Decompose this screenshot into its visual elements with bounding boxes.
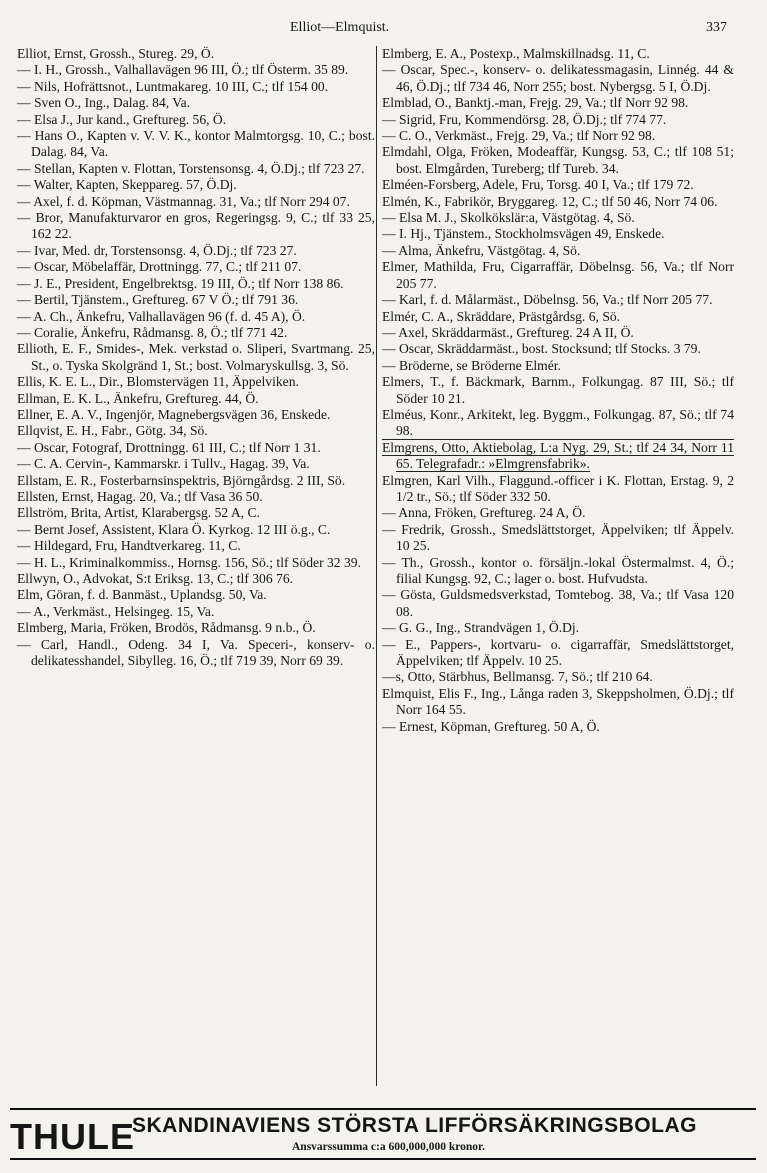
advert-sum: Ansvarssumma c:a 600,000,000 kronor.	[292, 1141, 485, 1153]
directory-entry: — Th., Grossh., kontor o. försäljn.-lokal Östermalmst. 4, Ö.; filial Kungsg. 92, C.; lager o. bost. Hufvudsta.	[382, 554, 734, 586]
directory-entry: — Hildegard, Fru, Handtverkareg. 11, C.	[17, 538, 241, 554]
directory-entry: — Ernest, Köpman, Greftureg. 50 A, Ö.	[382, 718, 600, 734]
directory-entry: — Axel, f. d. Köpman, Västmannag. 31, Va.; tlf Norr 294 07.	[17, 193, 350, 209]
directory-entry: — Sven O., Ing., Dalag. 84, Va.	[17, 95, 191, 111]
directory-entry: — I. Hj., Tjänstem., Stockholmsvägen 49, Enskede.	[382, 226, 665, 242]
directory-entry: Elmér, C. A., Skräddare, Prästgårdsg. 6, Sö.	[382, 308, 621, 324]
directory-entry: Ellqvist, E. H., Fabr., Götg. 34, Sö.	[17, 423, 208, 439]
directory-entry: — Gösta, Guldsmedsverkstad, Tomtebog. 38, Va.; tlf Vasa 120 08.	[382, 587, 734, 619]
directory-entry: — Oscar, Möbelaffär, Drottningg. 77, C.; tlf 211 07.	[17, 259, 302, 275]
advert-top-rule	[10, 1108, 756, 1110]
directory-entry: — C. O., Verkmäst., Frejg. 29, Va.; tlf Norr 92 98.	[382, 128, 656, 144]
directory-entry: — A. Ch., Änkefru, Valhallavägen 96 (f. d. 45 A), Ö.	[17, 308, 306, 324]
directory-entry: Elliot, Ernst, Grossh., Stureg. 29, Ö.	[17, 46, 215, 61]
directory-entry: — I. H., Grossh., Valhallavägen 96 III, Ö.; tlf Österm. 35 89.	[17, 62, 349, 78]
directory-entry: — C. A. Cervin-, Kammarskr. i Tullv., Hagag. 39, Va.	[17, 456, 310, 472]
directory-entry: — Coralie, Änkefru, Rådmansg. 8, Ö.; tlf 771 42.	[17, 324, 288, 340]
directory-entry: — E., Pappers-, kortvaru- o. cigarraffär, Smedslättstorget, Äppelviken; tlf Äppelv. 10 25.	[382, 636, 734, 669]
directory-entry: Elmén, K., Fabrikör, Bryggareg. 12, C.; tlf 50 46, Norr 74 06.	[382, 193, 718, 209]
directory-entry: — Anna, Fröken, Greftureg. 24 A, Ö.	[382, 505, 586, 521]
directory-entry: Ellis, K. E. L., Dir., Blomstervägen 11, Äppelviken.	[17, 374, 299, 390]
directory-entry: Ellström, Brita, Artist, Klarabergsg. 52 A, C.	[17, 505, 260, 521]
directory-entry: — Axel, Skräddarmäst., Greftureg. 24 A II, Ö.	[382, 324, 634, 340]
directory-entry: Elmers, T., f. Bäckmark, Barnm., Folkungag. 87 III, Sö.; tlf Söder 10 21.	[382, 374, 734, 406]
directory-entry: — Elsa J., Jur kand., Greftureg. 56, Ö.	[17, 111, 227, 127]
column-divider	[376, 46, 377, 1086]
directory-entry: — Stellan, Kapten v. Flottan, Torstensonsg. 4, Ö.Dj.; tlf 723 27.	[17, 160, 365, 176]
directory-entry: — Oscar, Fotograf, Drottningg. 61 III, C.; tlf Norr 1 31.	[17, 439, 321, 455]
directory-entry: — Bror, Manufakturvaror en gros, Regeringsg. 9, C.; tlf 33 25, 162 22.	[17, 210, 375, 242]
directory-entry: — A., Verkmäst., Helsingeg. 15, Va.	[17, 603, 215, 619]
directory-entry: — Bröderne, se Bröderne Elmér.	[382, 357, 561, 373]
directory-entry: Elmer, Mathilda, Fru, Cigarraffär, Döbelnsg. 56, Va.; tlf Norr 205 77.	[382, 259, 734, 291]
directory-entry: — Ivar, Med. dr, Torstensonsg. 4, Ö.Dj.; tlf 723 27.	[17, 242, 297, 258]
directory-entry: Ellsten, Ernst, Hagag. 20, Va.; tlf Vasa 36 50.	[17, 488, 263, 504]
directory-entry: — Bertil, Tjänstem., Greftureg. 67 V Ö.; tlf 791 36.	[17, 292, 299, 308]
directory-entry: Elmgren, Karl Vilh., Flaggund.-officer i K. Flottan, Erstag. 9, 2 1/2 tr., Sö.; tlf Söder 332 50.	[382, 472, 734, 504]
directory-entry: Elmquist, Elis F., Ing., Långa raden 3, Skeppsholmen, Ö.Dj.; tlf Norr 164 55.	[382, 685, 734, 718]
directory-entry: Ellman, E. K. L., Änkefru, Greftureg. 44, Ö.	[17, 390, 259, 406]
directory-entry: Elm, Göran, f. d. Banmäst., Uplandsg. 50, Va.	[17, 587, 267, 603]
directory-entry: Elmberg, Maria, Fröken, Brodös, Rådmansg. 9 n.b., Ö.	[17, 620, 316, 636]
directory-entry: — Walter, Kapten, Skeppareg. 57, Ö.Dj.	[17, 177, 237, 193]
page-number: 337	[706, 20, 727, 35]
directory-entry: Elméen-Forsberg, Adele, Fru, Torsg. 40 I, Va.; tlf 179 72.	[382, 177, 694, 193]
directory-entry: — H. L., Kriminalkommiss., Hornsg. 156, Sö.; tlf Söder 32 39.	[17, 554, 361, 570]
directory-entry: —s, Otto, Stärbhus, Bellmansg. 7, Sö.; tlf 210 64.	[382, 669, 653, 685]
directory-entry: — Oscar, Spec.-, konserv- o. delikatessmagasin, Linnég. 44 & 46, Ö.Dj.; tlf 734 46, Norr 255; bost. Nybergsg. 5 I, Ö.Dj.	[382, 62, 734, 94]
boxed-entry-text: Elmgrens, Otto, Aktiebolag, L:a Nyg. 29, St.; tlf 24 34, Norr 11 65. Telegrafadr.: »Elmgrensfabrik».	[382, 439, 734, 472]
directory-entry-boxed	[382, 440, 734, 473]
page-title: Elliot—Elmquist.	[290, 20, 390, 35]
directory-entry: Ellioth, E. F., Smides-, Mek. verkstad o. Sliperi, Svartmang. 25, St., o. Tyska Skolgränd 1, St.; bost. Volmaryskullsg. 3, Sö.	[17, 341, 375, 373]
directory-entry: — Bernt Josef, Assistent, Klara Ö. Kyrkog. 12 III ö.g., C.	[17, 521, 331, 537]
right-column	[382, 46, 734, 735]
insurance-advert	[10, 1108, 756, 1162]
directory-entry: Ellwyn, O., Advokat, S:t Eriksg. 13, C.; tlf 306 76.	[17, 571, 294, 586]
directory-entry: Ellner, E. A. V., Ingenjör, Magnebergsvägen 36, Enskede.	[17, 406, 331, 422]
directory-entry: Ellstam, E. R., Fosterbarnsinspektris, Björngårdsg. 2 III, Sö.	[17, 472, 346, 488]
directory-entry: — Fredrik, Grossh., Smedslättstorget, Äppelviken; tlf Äppelv. 10 25.	[382, 521, 734, 554]
advert-slogan: SKANDINAVIENS STÖRSTA LIFFÖRSÄKRINGSBOLAG	[132, 1114, 697, 1137]
directory-entry: — Nils, Hofrättsnot., Luntmakareg. 10 III, C.; tlf 154 00.	[17, 78, 329, 94]
directory-entry: Elmdahl, Olga, Fröken, Modeaffär, Kungsg. 53, C.; tlf 108 51; bost. Elmgården, Tureberg; tlf Tureb. 34.	[382, 144, 734, 176]
directory-entry: — Oscar, Skräddarmäst., bost. Stocksund; tlf Stocks. 3 79.	[382, 341, 701, 357]
directory-entry: — Elsa M. J., Skolkökslär:a, Västgötag. 4, Sö.	[382, 210, 635, 226]
directory-entry: — Alma, Änkefru, Västgötag. 4, Sö.	[382, 242, 581, 258]
advert-brand: THULE	[10, 1116, 135, 1157]
left-column	[17, 46, 375, 669]
directory-entry: — Karl, f. d. Målarmäst., Döbelnsg. 56, Va.; tlf Norr 205 77.	[382, 292, 713, 308]
directory-entry: — Carl, Handl., Odeng. 34 I, Va. Speceri-, konserv- o. delikatesshandel, Sibylleg. 16, Ö.; tlf 719 39, Norr 69 39.	[17, 636, 375, 669]
directory-entry: — Sigrid, Fru, Kommendörsg. 28, Ö.Dj.; tlf 774 77.	[382, 111, 667, 127]
advert-bottom-rule	[10, 1158, 756, 1160]
directory-entry: Elmblad, O., Banktj.-man, Frejg. 29, Va.; tlf Norr 92 98.	[382, 95, 689, 111]
directory-entry: Elmberg, E. A., Postexp., Malmskillnadsg. 11, C.	[382, 46, 650, 61]
directory-entry: Elméus, Konr., Arkitekt, leg. Byggm., Folkungag. 87, Sö.; tlf 74 98.	[382, 406, 734, 439]
directory-entry: — J. E., President, Engelbrektsg. 19 III, Ö.; tlf Norr 138 86.	[17, 275, 344, 291]
running-header	[0, 20, 767, 42]
directory-entry: — G. G., Ing., Strandvägen 1, Ö.Dj.	[382, 620, 580, 636]
directory-entry: — Hans O., Kapten v. V. V. K., kontor Malmtorgsg. 10, C.; bost. Dalag. 84, Va.	[17, 128, 375, 160]
